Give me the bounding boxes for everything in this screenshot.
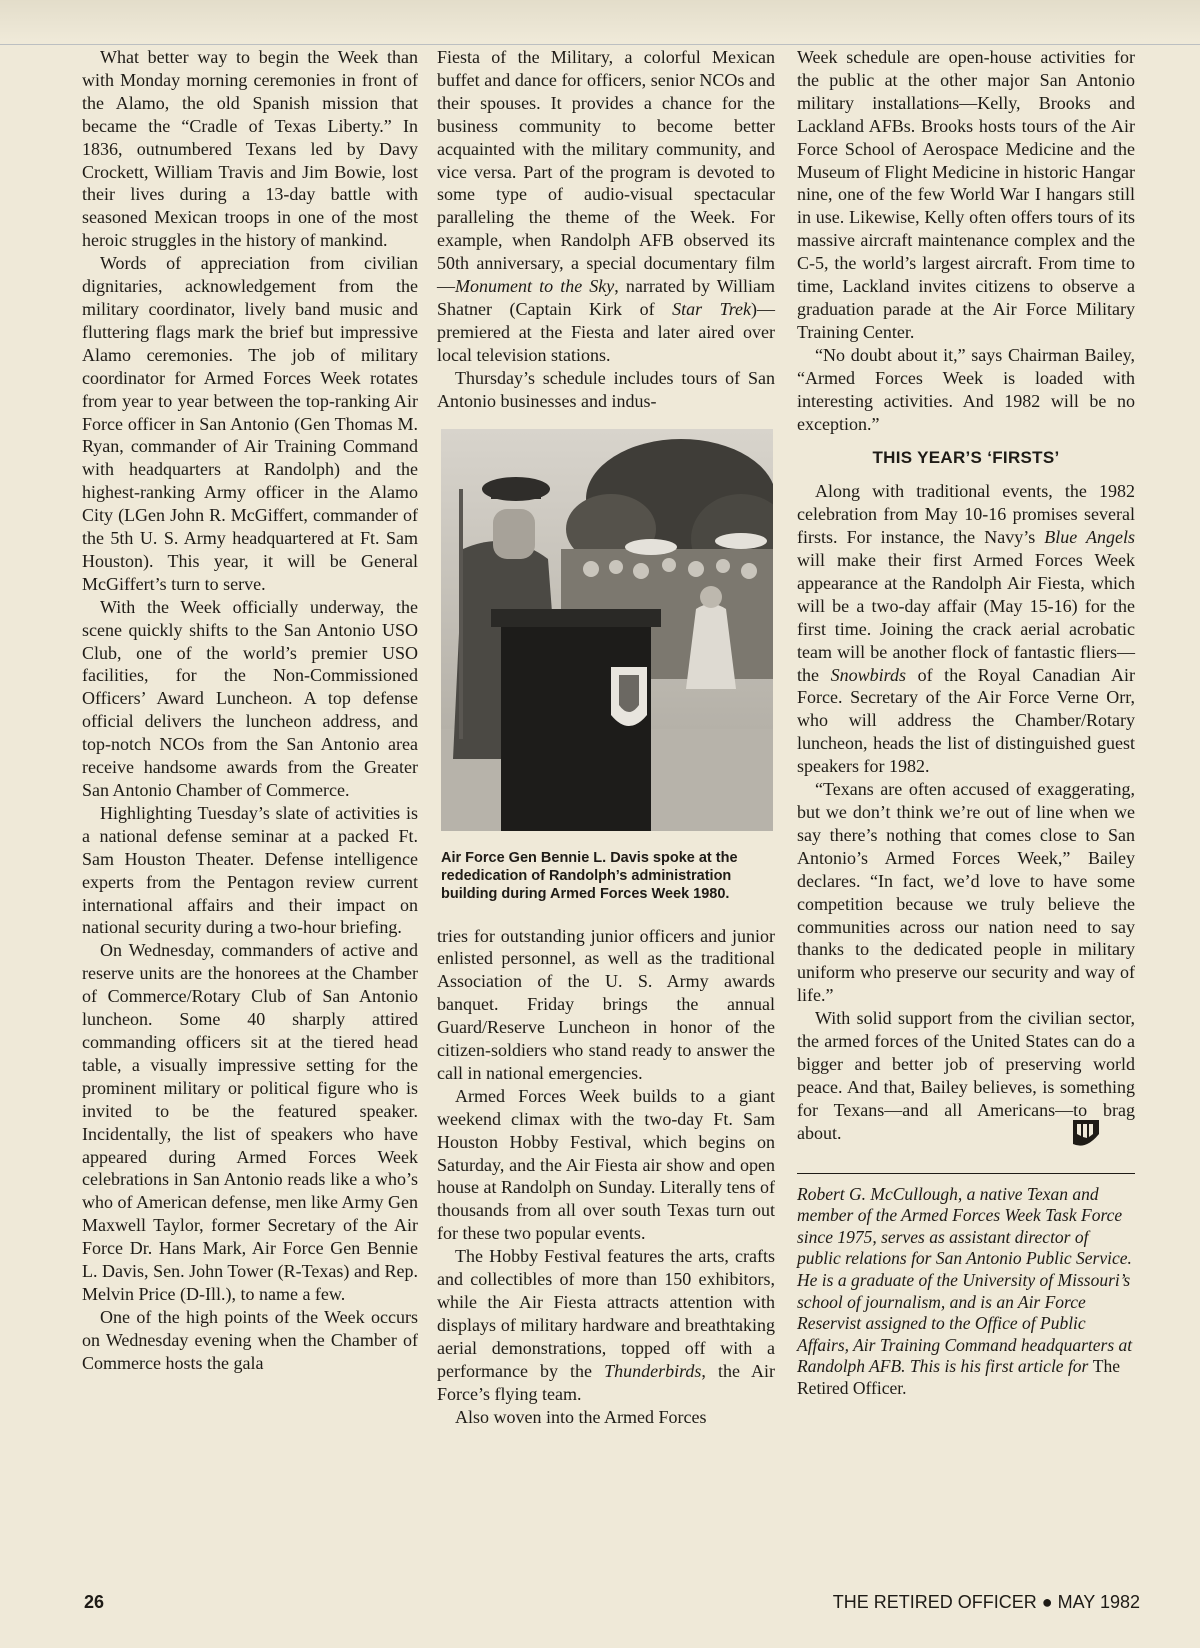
paragraph: With solid support from the civilian sector, the armed forces of the United States can do a bigger and better job of preserving world peace. And that, Bailey believes, is something for Texans—and all Americans—to brag about. <box>797 1007 1135 1144</box>
paragraph: Words of appreciation from civilian dignitaries, acknowledgement from the military coordinator, lively band music and fluttering flags mark the brief but impressive Alamo ceremonies. The job of military coordinator for Armed Forces Week rotates from year to year between the top-ranking Air Force officer in San Antonio (Gen Thomas M. Ryan, commander of Air Training Command with headquarters at Randolph) and the highest-ranking Army officer in the Alamo City (LGen John R. McGiffert, commander of the 5th U. S. Army headquartered at Ft. Sam Houston). This year, it will be General McGiffert’s turn to serve. <box>82 253 418 594</box>
end-mark-icon <box>1053 1118 1083 1146</box>
scan-edge <box>0 0 1200 40</box>
paragraph: Armed Forces Week builds to a giant weekend climax with the two-day Ft. Sam Houston Hobby Festival, which begins on Saturday, and the Air Fiesta air show and open house at Randolph on Sunday. Literally tens of thousands from all over south Texas turn out for these two popular events. <box>437 1085 775 1244</box>
running-footer: THE RETIRED OFFICER ● MAY 1982 <box>832 1592 1140 1612</box>
team-name: Thunderbirds <box>604 1360 702 1381</box>
section-heading: THIS YEAR’S ‘FIRSTS’ <box>872 448 1060 468</box>
column-3 <box>797 46 1135 1400</box>
paragraph: What better way to begin the Week than with Monday morning ceremonies in front of the Alamo, the old Spanish mission that became the “Cradle of Texas Liberty.” In 1836, outnumbered Texans led by Davy Crockett, William Travis and Jim Bowie, lost their lives during a 13-day battle with seasoned Mexican troops in one of the most heroic struggles in the history of mankind. <box>82 47 418 251</box>
scan-line <box>0 44 1200 45</box>
paragraph: “No doubt about it,” says Chairman Bailey, “Armed Forces Week is loaded with interesting activities. And 1982 will be no exception.” <box>797 344 1135 434</box>
photo-caption: Air Force Gen Bennie L. Davis spoke at the rededication of Randolph’s administration building during Armed Forces Week 1980. <box>441 849 738 902</box>
column-1 <box>82 46 418 1375</box>
paragraph: “Texans are often accused of exaggerating, but we don’t think we’re out of line when we say there’s nothing that comes close to San Antonio’s Armed Forces Week,” Bailey declares. “In fact, we’d love to have some competition because we truly believe the communities across our nation need to say thanks to the dedicated people in military uniform who preserve our security and way of life.” <box>797 779 1135 1006</box>
film-title: Monument to the Sky <box>455 276 615 297</box>
paragraph: Also woven into the Armed Forces <box>455 1406 707 1427</box>
paragraph: tries for outstanding junior officers and junior enlisted personnel, as well as the traditional Association of the U. S. Army awards banquet. Friday brings the annual Guard/Reserve Luncheon in honor of the citizen-soldiers who stand ready to answer the call in national emergencies. <box>437 925 775 1083</box>
paragraph: On Wednesday, commanders of active and reserve units are the honorees at the Chamber of Commerce/Rotary Club of San Antonio luncheon. Some 40 sharply attired commanding officers sit at the tiered head table, a visually impressive setting for the prominent military or political figure who is invited to be the featured speaker. Incidentally, the list of speakers who have appeared during Armed Forces Week celebrations in San Antonio reads like a who’s who of American defense, men like Army Gen Maxwell Taylor, former Secretary of the Air Force Dr. Hans Mark, Air Force Gen Bennie L. Davis, Sen. John Tower (R-Texas) and Rep. Melvin Price (D-Ill.), to name a few. <box>82 940 418 1304</box>
speaker-photo <box>441 429 773 831</box>
team-name: Snowbirds <box>830 664 906 685</box>
paragraph: Highlighting Tuesday’s slate of activities is a national defense seminar at a packed Ft. Sam Houston Theater. Defense intelligence experts from the Pentagon review current international affairs and their impact on national security during a two-hour briefing. <box>82 802 418 938</box>
paragraph: One of the high points of the Week occurs on Wednesday evening when the Chamber of Commerce hosts the gala <box>82 1306 418 1373</box>
paragraph: Thursday’s schedule includes tours of San Antonio businesses and indus- <box>437 367 775 411</box>
paragraph: Week schedule are open-house activities for the public at the other major San Antonio military installations—Kelly, Brooks and Lackland AFBs. Brooks hosts tours of the Air Force School of Aerospace Medicine and the Museum of Flight Medicine in historic Hangar nine, one of the few World War I hangars still in use. Likewise, Kelly often offers tours of its massive aircraft maintenance complex and the C-5, the world’s largest aircraft. From time to time, Lackland invites citizens to observe a graduation parade at the Air Force Military Training Center. <box>797 47 1135 342</box>
paragraph: Fiesta of the Military, a colorful Mexican buffet and dance for officers, senior NCOs and their spouses. It provides a chance for the business community to become better acquainted with the military community, and vice versa. Part of the program is devoted to some type of audio-visual spectacular paralleling the theme of the Week. For example, when Randolph AFB observed its 50th anniversary, a special documentary film—Monument to the Sky, narrated by William Shatner (Captain Kirk of Star Trek)—premiered at the Fiesta and later aired over local television stations. <box>437 47 776 365</box>
bio-divider <box>797 1173 1135 1174</box>
publication-name: The Retired Officer. <box>797 1356 1120 1398</box>
team-name: Blue Angels <box>1044 527 1135 548</box>
column-2 <box>437 46 775 1428</box>
paragraph: With the Week officially underway, the scene quickly shifts to the San Antonio USO Club, one of the world’s premier USO facilities, for the Non-Commissioned Officers’ Award Luncheon. A top defense official delivers the luncheon address, and top-notch NCOs from the San Antonio area receive handsome awards from the Greater San Antonio Chamber of Commerce. <box>82 596 418 800</box>
show-title: Star Trek <box>672 298 752 319</box>
paragraph: Along with traditional events, the 1982 celebration from May 10-16 promises several firsts. For instance, the Navy’s Blue Angels will make their first Armed Forces Week appearance at the Randolph Air Fiesta, which will be a two-day affair (May 15-16) for the first time. Joining the crack aerial acrobatic team will be another flock of fantastic fliers—the Snowbirds of the Royal Canadian Air Force. Secretary of the Air Force Verne Orr, who will address the Chamber/Rotary luncheon, heads the list of distinguished guest speakers for 1982. <box>797 481 1135 777</box>
page-number: 26 <box>84 1592 105 1612</box>
paragraph: The Hobby Festival features the arts, crafts and collectibles of more than 150 exhibitors, while the Air Fiesta attracts attention with displays of military hardware and breathtaking aerial demonstrations, topped off with a performance by the Thunderbirds, the Air Force’s flying team. <box>437 1246 775 1404</box>
author-bio: Robert G. McCullough, a native Texan and member of the Armed Forces Week Task Force since 1975, serves as assistant director of public relations for San Antonio Public Service. He is a graduate of the University of Missouri’s school of journalism, and is an Air Force Reservist assigned to the Office of Public Affairs, Air Training Command headquarters at Randolph AFB. This is his first article for The Retired Officer. <box>797 1183 1133 1398</box>
